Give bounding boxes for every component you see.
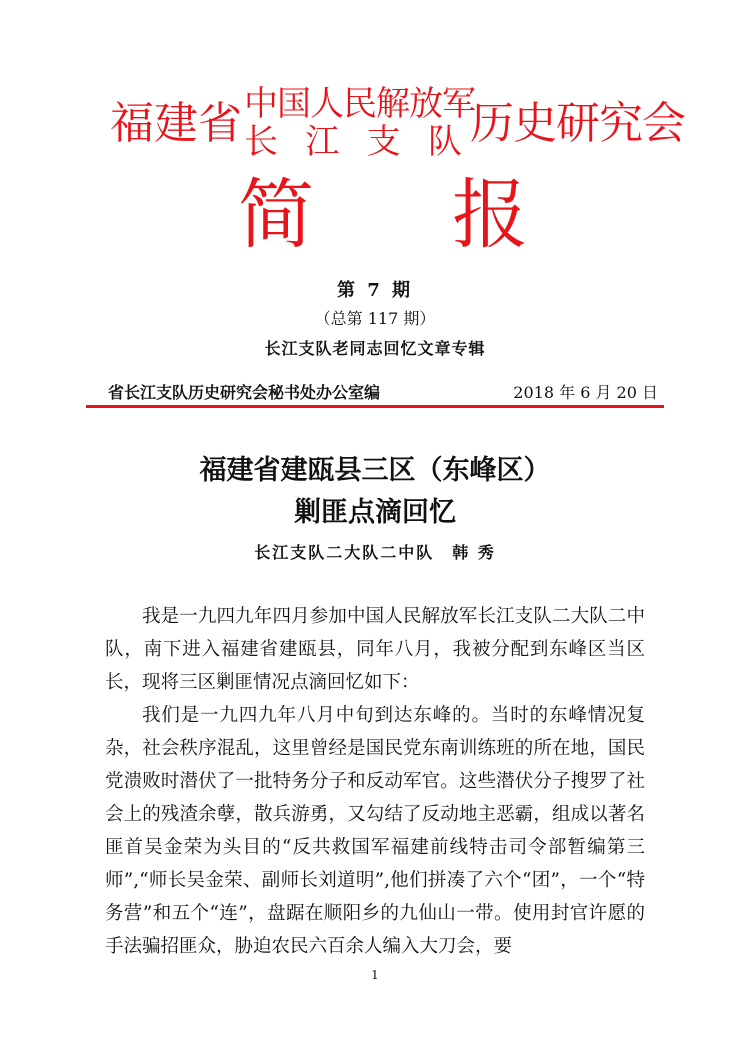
bulletin-title-char: 报 [452, 170, 528, 259]
masthead-middle-line1: 中国人民解放军 [244, 84, 475, 124]
masthead-char: 江 [305, 122, 340, 162]
masthead-char: 支 [366, 122, 401, 162]
article-title [0, 450, 750, 534]
masthead-org-right: 历史研究会 [470, 98, 685, 149]
article-title-line1: 福建省建瓯县三区（东峰区） [199, 455, 551, 486]
header-divider [86, 405, 664, 408]
article-paragraph: 我们是一九四九年八月中旬到达东峰的。当时的东峰情况复杂，社会秩序混乱，这里曾经是国民党东南训练班的所在地，国民党溃败时潜伏了一批特务分子和反动军官。这些潜伏分子搜罗了社会上的残渣余孽，散兵游勇，又勾结了反动地主恶霸，组成以著名匪首吴金荣为头目的“反共救国军福建前线特击司令部暂编第三师”,“师长吴金荣、副师长刘道明”,他们拼凑了六个“团”，一个“特务营”和五个“连”，盘踞在顺阳乡的九仙山一带。使用封官许愿的手法骗招匪众，胁迫农民六百余人编入大刀会，要 [105, 705, 645, 957]
issue-total: （总第 117 期） [314, 309, 436, 328]
article-author: 长江支队二大队二中队 韩 秀 [254, 543, 496, 562]
article-body [105, 600, 645, 963]
issue-special-topic: 长江支队老同志回忆文章专辑 [264, 339, 486, 358]
article-title-line2: 剿匪点滴回忆 [294, 497, 456, 528]
editor-line: 省长江支队历史研究会秘书处办公室编 [108, 383, 381, 402]
issue-number: 第 7 期 [336, 280, 414, 301]
bulletin-title [238, 170, 528, 260]
masthead-middle-line2 [244, 122, 466, 162]
masthead-char: 长 [244, 122, 278, 162]
article-paragraph: 我是一九四九年四月参加中国人民解放军长江支队二大队二中队，南下进入福建省建瓯县，同年八月，我被分配到东峰区当区长，现将三区剿匪情况点滴回忆如下： [105, 606, 645, 693]
masthead-org-left: 福建省 [110, 98, 242, 149]
bulletin-title-char: 简 [238, 170, 314, 259]
page-number: 1 [371, 968, 379, 982]
publish-date: 2018 年 6 月 20 日 [513, 383, 658, 402]
masthead-org-middle [244, 84, 475, 162]
masthead-char: 队 [427, 122, 462, 162]
